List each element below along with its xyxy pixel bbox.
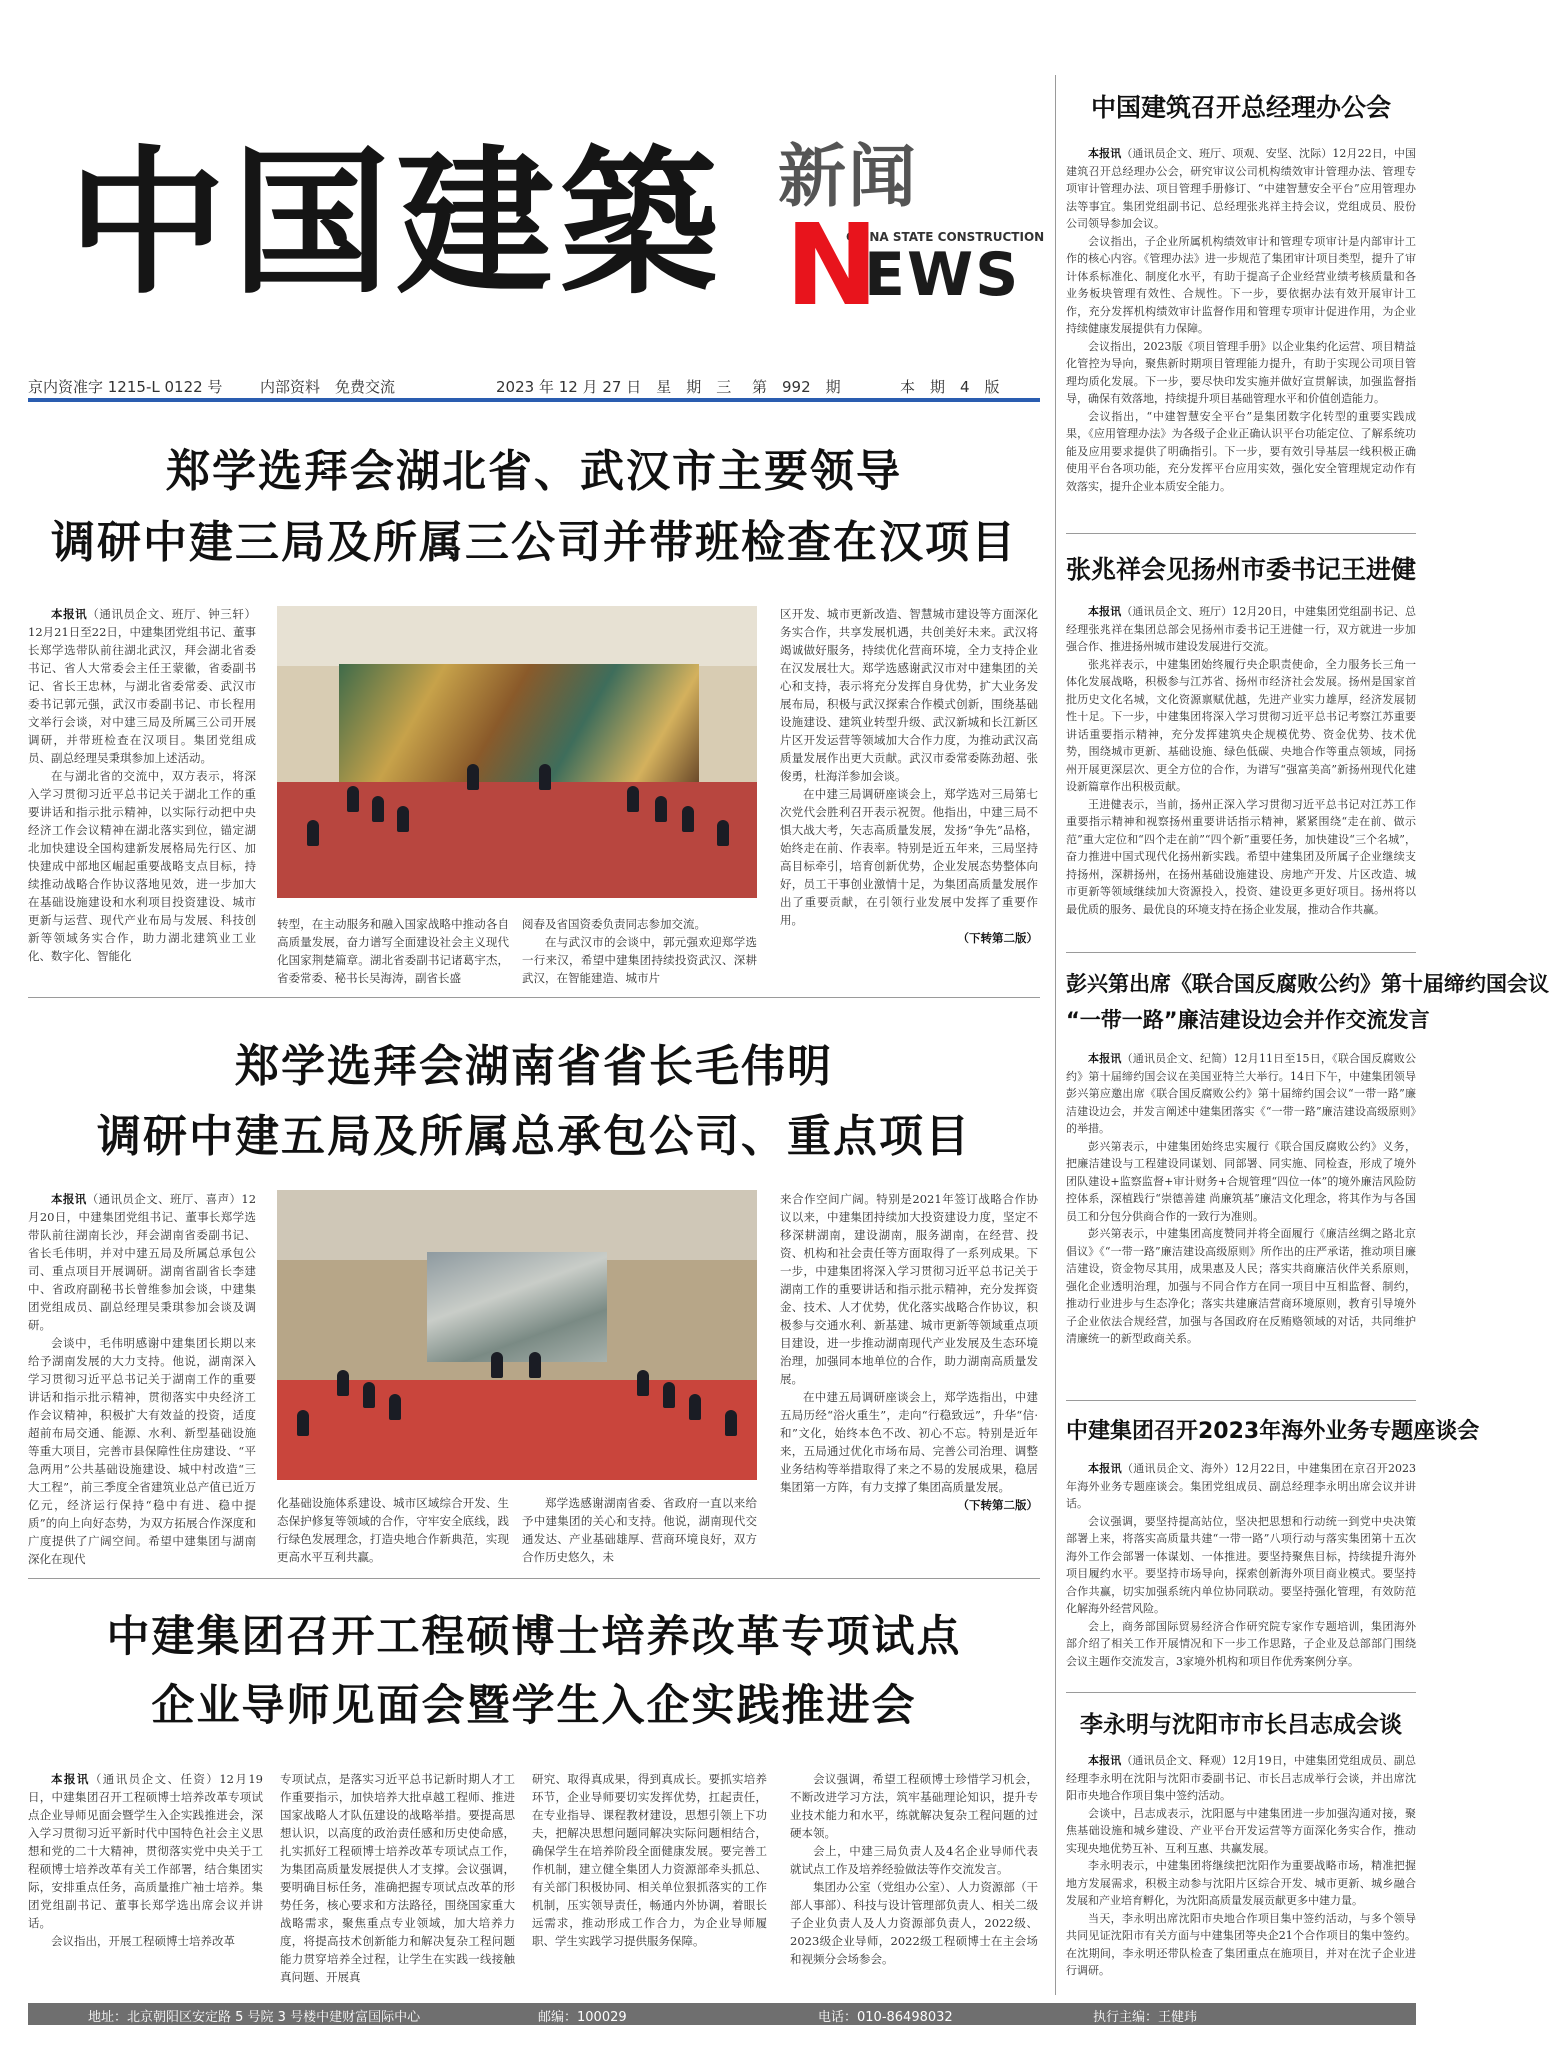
masthead <box>28 131 1045 365</box>
article2-col1 <box>28 1190 257 1566</box>
article3-para5: 会上，中建三局负责人及4名企业导师代表就试点工作及培养经验做法等作交流发言。 <box>790 1844 1038 1876</box>
logo-news-n: N <box>785 201 879 331</box>
article3-para4: 会议强调，希望工程硕博士珍惜学习机会，不断改进学习方法，筑牢基础理论知识，提升专业技术能力和水平，练就解决复杂工程问题的过硬本领。 <box>790 1772 1038 1840</box>
issue-type: 内部资料 免费交流 <box>260 378 396 396</box>
side-divider-2 <box>1066 952 1416 953</box>
side4-title: 中建集团召开2023年海外业务专题座谈会 <box>1066 1419 1480 1444</box>
footer-phone: 电话：010-86498032 <box>818 2010 953 2025</box>
article1-lead: 本报讯 <box>51 607 88 621</box>
logo-english-name: CHINA STATE CONSTRUCTION <box>846 230 1045 244</box>
article3-lead: 本报讯 <box>51 1772 90 1786</box>
article3-title-line1: 中建集团召开工程硕博士培养改革专项试点 <box>106 1612 962 1662</box>
side3-title-line2: “一带一路”廉洁建设边会并作交流发言 <box>1066 1008 1430 1032</box>
article2-title-line1: 郑学选拜会湖南省省长毛伟明 <box>235 1041 833 1092</box>
issue-info-bar <box>28 373 1040 399</box>
column-divider <box>1055 75 1056 1995</box>
footer-bar <box>28 2003 1416 2025</box>
side2-title: 张兆祥会见扬州市委书记王进健 <box>1066 555 1417 584</box>
article-divider-1 <box>28 997 1040 998</box>
issue-date: 2023 年 12 月 27 日 星 期 三 <box>496 378 732 396</box>
article3-byline: （通讯员企文、任资） <box>89 1772 220 1786</box>
newspaper-logo-title: 中国建築 <box>68 131 724 316</box>
article1-para3: 区开发、城市更新改造、智慧城市建设等方面深化务实合作，共享发展机遇，共创美好未来。武汉将竭诚做好服务，持续优化营商环境，全力支持企业在汉发展壮大。郑学选感谢武汉市对中建集团的关心和支持，表示将充分发挥自身优势，扩大业务发展布局，积极与武汉探索合作模式创新，围绕基础设施建设、建筑业转型升级、武汉新城和长江新区片区开发运营等领域加大合作力度，为推动武汉高质量发展作出更大贡献。武汉市委常委陈劲超、张俊勇，杜海洋参加会谈。 <box>780 607 1038 783</box>
side2-body: 本报讯（通讯员企文、班厅）12月20日，中建集团党组副书记、总经理张兆祥在集团总部会见扬州市委书记王进健一行，双方就进一步加强合作、推进扬州城市建设发展进行交流。 张兆祥表示，中建集团始终履行央企职责使命，全力服务长三角一体化发展战略，积极参与江苏省、扬州市经济社会发展。扬州是国家首批历史文化名城，文化资源禀赋优越，先进产业实力雄厚，经济发展韧性十足。下一步，中建集团将深入学习贯彻习近平总书记考察江苏重要讲话重要指示精神，充分发挥建筑央企规模优势、资金优势、技术优势，围绕城市更新、基础设施、绿色低碳、央地合作等重点领域，同扬州开展更深层次、更全方位的合作，为谱写“强富美高”新扬州现代化建设新篇章作出积极贡献。 王进健表示，当前，扬州正深入学习贯彻习近平总书记对江苏工作重要指示精神和视察扬州重要讲话指示精神，紧紧围绕“走在前、做示范”重大定位和“四个走在前”“四个新”重要任务，加快建设“三个名城”，奋力推进中国式现代化扬州新实践。希望中建集团及所属子企业继续支持扬州，深耕扬州，在扬州基础设施建设、房地产开发、片区改造、城市更新等领域继续加大资源投入，投资、建设更多更好项目。扬州将以最优质的服务、最优良的环境支持在扬企业发展，推动合作共赢。 <box>1066 605 1417 916</box>
article3-para2: 会议指出，开展工程硕博士培养改革 <box>51 1934 235 1948</box>
article1-col1 <box>28 605 256 985</box>
article3-col4 <box>790 1770 1038 1995</box>
article3-col1 <box>28 1770 263 1995</box>
footer-address: 地址：北京朝阳区安定路 5 号院 3 号楼中建财富国际中心 <box>88 2010 421 2025</box>
footer-editor: 执行主编：王健玮 <box>1093 2010 1198 2025</box>
article3-para1: 12月19日，中建集团召开工程硕博士培养改革专项试点企业导师见面会暨学生入企实践推进会，深入学习贯彻习近平新时代中国特色社会主义思想和党的二十大精神，贯彻落实党中央关于工程硕博士培养改革有关工作部署，结合集团实际，安排重点任务，高质量推广袖士培养。集团党组副书记、董事长郑学选出席会议并讲话。 <box>28 1772 263 1930</box>
side1-body: 本报讯（通讯员企文、班厅、项观、安坚、沈际）12月22日，中国建筑召开总经理办公会，研究审议公司机构绩效审计管理办法、管理专项审计管理办法、项目管理手册修订、“中建智慧安全平台”应用管理办法等事宜。集团党组副书记、总经理张兆祥主持会议，党组成员、股份公司领导参加会议。 会议指出，子企业所属机构绩效审计和管理专项审计是内部审计工作的核心内容。《管理办法》进一步规范了集团审计项目类型，提升了审计体系标准化、制度化水平，有助于提高子企业经营业绩考核质量和各业务板块管理有效性、合规性。下一步，要依据办法有效开展审计工作，充分发挥机构绩效审计监督作用和管理专项审计促进作用，为企业持续健康发展提供有力保障。 会议指出，2023版《项目管理手册》以企业集约化运营、项目精益化管控为导向，聚焦新时期项目管理能力提升，有助于实现公司项目管理均质化发展。下一步，要尽快印发实施并做好宣贯解读，加强监督指导，确保有效落地，持续提升项目基础管理水平和价值创造能力。 会议指出，“中建智慧安全平台”是集团数字化转型的重要实践成果，《应用管理办法》为各级子企业正确认识平台功能定位、了解系统功能及应用要求提供了明确指引。下一步，要有效引导基层一线积极正确使用平台各项功能，充分发挥平台应用实效，强化安全管理规定动作有效落实，提升企业本质安全能力。 <box>1066 147 1417 493</box>
article2-lead: 本报讯 <box>51 1192 87 1206</box>
side4-body: 本报讯（通讯员企文、海外）12月22日，中建集团在京召开2023年海外业务专题座谈会。集团党组成员、副总经理李永明出席会议并讲话。 会议强调，要坚持提高站位，坚决把思想和行动统一到党中央决策部署上来，将落实高质量共建“一带一路”八项行动与落实集团第十五次海外工作会部署一体谋划、一体推进。要坚持聚焦目标，持续提升海外项目履约水平。要坚持市场导向，探索创新海外项目商业模式。要坚持合作共赢，切实加强系统内单位协同联动。要坚持强化管理，有效防范化解海外经营风险。 会上，商务部国际贸易经济合作研究院专家作专题培训，集团海外部介绍了相关工作开展情况和下一步工作思路，子企业及总部部门围绕会议主题作交流发言，3家境外机构和项目作优秀案例分享。 <box>1066 1462 1417 1668</box>
article1-photo <box>277 606 757 898</box>
side1-title: 中国建筑召开总经理办公会 <box>1090 93 1391 122</box>
article2-para2: 会谈中，毛伟明感谢中建集团长期以来给予湖南发展的大力支持。他说，湖南深入学习贯彻习近平总书记关于湖南工作的重要讲话和指示批示精神，贯彻落实中央经济工作会议精神，积极扩大有效益的投资，适度超前布局交通、能源、水利、新型基础设施等重大项目，完善市县保障性住房建设、“平急两用”公共基础设施建设、城中村改造“三大工程”，前三季度全省建筑业总产值已近万亿元，经济运行保持“稳中有进、稳中提质”的向上向好态势，为双方拓展合作深度和广度提供了广阔空间。希望中建集团与湖南深化在现代 <box>28 1336 256 1566</box>
article1-title-line2: 调研中建三局及所属三公司并带班检查在汉项目 <box>51 517 1017 568</box>
article1-under-photo-left: 转型，在主动服务和融入国家战略中推动各自高质量发展，奋力谱写全面建设社会主义现代化国家荆楚篇章。湖北省委副书记诸葛宇杰，省委常委、秘书长吴海涛，副省长盛 <box>277 917 509 985</box>
side-divider-4 <box>1066 1692 1416 1693</box>
article1-title-line1: 郑学选拜会湖北省、武汉市主要领导 <box>166 446 902 497</box>
side5-body: 本报讯（通讯员企文、释观）12月19日，中建集团党组成员、副总经理李永明在沈阳与沈阳市委副书记、市长吕志成举行会谈，并出席沈阳市央地合作项目集中签约活动。 会谈中，吕志成表示，沈阳愿与中建集团进一步加强沟通对接，聚焦基础设施和城乡建设、产业平台开发运营等方面深化务实合作，推动实现央地优势互补、互利互惠、共赢发展。 李永明表示，中建集团将继续把沈阳作为重要战略市场，精准把握地方发展需求，积极主动参与沈阳片区综合开发、城市更新、城乡融合发展和产业培育孵化，为沈阳高质量发展贡献更多中建力量。 当天，李永明出席沈阳市央地合作项目集中签约活动，与多个领导共同见证沈阳市有关方面与中建集团等央企21个合作项目的集中签约。在沈期间，李永明还带队检查了集团重点在施项目，并对在沈子企业进行调研。 <box>1066 1754 1417 1977</box>
issue-permit: 京内资准字 1215-L 0122 号 <box>28 378 223 396</box>
article2-para4: 在中建五局调研座谈会上，郑学选指出，中建五局历经“浴火重生”，走向“行稳致远”，升华“信·和”文化，始终本色不改、初心不忘。特别是近年来，五局通过优化市场布局、完善公司治理、调整业务结构等举措取得了来之不易的发展成果，稳居集团第一方阵，有力支撑了集团高质量发展。 <box>780 1390 1038 1494</box>
article1-byline: （通讯员企文、班厅、钟三轩） <box>87 607 256 621</box>
article3-para6: 集团办公室（党组办公室）、人力资源部（干部人事部）、科技与设计管理部负责人、相关二级子企业负责人及人力资源部负责人，2022级、2023级企业导师，2022级工程硕博士在主会场和视频分会场参会。 <box>790 1880 1038 1966</box>
article2-title-line2: 调研中建五局及所属总承包公司、重点项目 <box>97 1111 971 1162</box>
issue-number: 第 992 期 <box>752 378 841 396</box>
article2-para1: 12月20日，中建集团党组书记、董事长郑学选带队前往湖南长沙，拜会湖南省委副书记、省长毛伟明，并对中建五局及所属总承包公司、重点项目开展调研。湖南省副省长李建中、省政府副秘书长曾维参加会谈，中建集团党组成员、副总经理吴秉琪参加会谈及调研。 <box>28 1192 257 1332</box>
article2-para3: 来合作空间广阔。特别是2021年签订战略合作协议以来，中建集团持续加大投资建设力度，坚定不移深耕湖南，建设湖南，服务湖南，在经营、投资、机构和社会责任等方面取得了一系列成果。下一步，中建集团将深入学习贯彻习近平总书记关于湖南工作的重要讲话和指示批示精神，充分发挥资金、技术、人才优势，优化落实战略合作协议，积极参与交通水利、新基建、城市更新等领域重点项目建设，进一步推动湖南现代产业发展及生态环境治理，加强同本地单位的合作，助力湖南高质量发展。 <box>780 1192 1038 1386</box>
article2-byline: （通讯员企文、班厅、喜声） <box>86 1192 242 1206</box>
side3-title-line1: 彭兴第出席《联合国反腐败公约》第十届缔约国会议 <box>1066 972 1549 996</box>
article1-continued: （下转第二版） <box>957 931 1038 945</box>
article3-col2: 专项试点，是落实习近平总书记新时期人才工作重要指示，加快培养大批卓越工程师、推进国家战略人才队伍建设的战略举措。要提高思想认识，以高度的政治责任感和历史使命感，扎实抓好工程硕博士培养改革专项试点工作，为集团高质量发展提供人才支撑。会议强调，要明确目标任务，准确把握专项试点改革的形势任务，核心要求和方法路径，围绕国家重大战略需求，聚焦重点专业领域，加大培养力度，将提高技术创新能力和解决复杂工程问题能力贯穿培养全过程，让学生在实践一线接触真问题、开展真 <box>280 1772 515 1984</box>
article2-continued: （下转第二版） <box>957 1498 1038 1512</box>
article1-para4: 在中建三局调研座谈会上，郑学选对三局第七次党代会胜利召开表示祝贺。他指出，中建三局不惧大战大考，矢志高质量发展，发扬“争先”品格，始终走在前、作表率。特别是近五年来，三局坚持高目标牵引，培育创新优势，企业发展态势整体向好，员工干事创业激情十足，为集团高质量发展作出了重要贡献，在引领行业发展中发挥了重要作用。 <box>780 787 1038 927</box>
article1-para2: 在与湖北省的交流中，双方表示，将深入学习贯彻习近平总书记关于湖北工作的重要讲话和指示批示精神，以实际行动把中央经济工作会议精神在湖北落实到位，锚定湖北加快建设全国构建新发展格局先行区、加快建成中部地区崛起重要战略支点目标，持续推动战略合作协议落地见效，进一步加大在基础设施建设和水利项目投资建设、城市更新与运营、现代产业布局与发展、科技创新等领域务实合作，助力湖北建筑业工业化、数字化、智能化 <box>28 769 256 963</box>
footer-postcode: 邮编：100029 <box>538 2010 627 2025</box>
article3-title-line2: 企业导师见面会暨学生入企实践推进会 <box>151 1681 917 1731</box>
logo-xinwen: 新闻 <box>778 137 919 217</box>
side5-title: 李永明与沈阳市市长吕志成会谈 <box>1080 1712 1402 1738</box>
article1-under-photo-right: 阅春及省国资委负责同志参加交流。 在与武汉市的会谈中，郭元强欢迎郑学选一行来汉，希望中建集团持续投资武汉、深耕武汉，在智能建造、城市片 <box>522 917 757 985</box>
article-divider-2 <box>28 1578 1040 1579</box>
issue-pages: 本 期 4 版 <box>900 378 1000 396</box>
masthead-rule <box>28 398 1040 402</box>
side-divider-1 <box>1066 533 1416 534</box>
side-divider-3 <box>1066 1400 1416 1401</box>
article2-photo <box>277 1190 757 1480</box>
logo-news-rest: EWS <box>864 240 1021 310</box>
article2-under-photo-right: 郑学选感谢湖南省委、省政府一直以来给予中建集团的关心和支持。他说，湖南现代交通发达、产业基础雄厚、营商环境良好，双方合作历史悠久，未 <box>522 1496 757 1564</box>
article3-col3: 研究、取得真成果，得到真成长。要抓实培养环节，企业导师要切实发挥优势，扛起责任，在专业指导、课程教材建设，思想引领上下功夫，把解决思想问题同解决实际问题相结合，确保学生在培养阶段全面健康发展。要完善工作机制，建立健全集团人力资源部牵头抓总、有关部门积极协同、相关单位狠抓落实的工作机制，压实领导责任，畅通内外协调，着眼长远需求，推动形成工作合力，为企业导师履职、学生实践学习提供服务保障。 <box>532 1772 767 1948</box>
article2-under-photo-left: 化基础设施体系建设、城市区域综合开发、生态保护修复等领域的合作，守牢安全底线，践行绿色发展理念，打造央地合作新典范，实现更高水平互利共赢。 <box>277 1496 509 1564</box>
article1-para1: 12月21日至22日，中建集团党组书记、董事长郑学选带队前往湖北武汉，拜会湖北省委书记、省人大常委会主任王蒙徽，省委副书记、省长王忠林，与湖北省委常委、武汉市委书记郭元强，武汉市委副书记、市长程用文举行会谈，对中建三局及所属三公司开展调研，并带班检查在汉项目。集团党组成员、副总经理吴秉琪参加上述活动。 <box>28 625 256 765</box>
article1-col3 <box>780 605 1038 985</box>
article2-col3 <box>780 1190 1038 1566</box>
side3-body: 本报讯（通讯员企文、纪简）12月11日至15日，《联合国反腐败公约》第十届缔约国会议在美国亚特兰大举行。14日下午，中建集团领导彭兴第应邀出席《联合国反腐败公约》第十届缔约国会议“一带一路”廉洁建设边会，并发言阐述中建集团落实《“一带一路”廉洁建设高级原则》的举措。 彭兴第表示，中建集团始终忠实履行《联合国反腐败公约》义务，把廉洁建设与工程建设同谋划、同部署、同实施、同检查，形成了境外团队建设+监察监督+审计财务+合规管理“四位一体”的境外廉洁风险防控体系，深植践行“崇德善建 尚廉筑基”廉洁文化理念，将其作为与各国员工和分包分供商合作的一致行为准则。 彭兴第表示，中建集团高度赞同并将全面履行《廉洁丝绸之路北京倡议》《“一带一路”廉洁建设高级原则》所作出的庄严承诺，推动项目廉洁建设，资金物尽其用，成果惠及人民；落实共商廉洁伙伴关系原则，强化企业透明治理，加强与不同合作方在同一项目中互相监督、制约，推动行业进步与生态净化；落实共建廉洁营商环境原则，教育引导境外子企业依法合规经营，加强与各国政府在反贿赂领域的对话，共同维护清廉统一的新型政商关系。 <box>1066 1052 1416 1345</box>
